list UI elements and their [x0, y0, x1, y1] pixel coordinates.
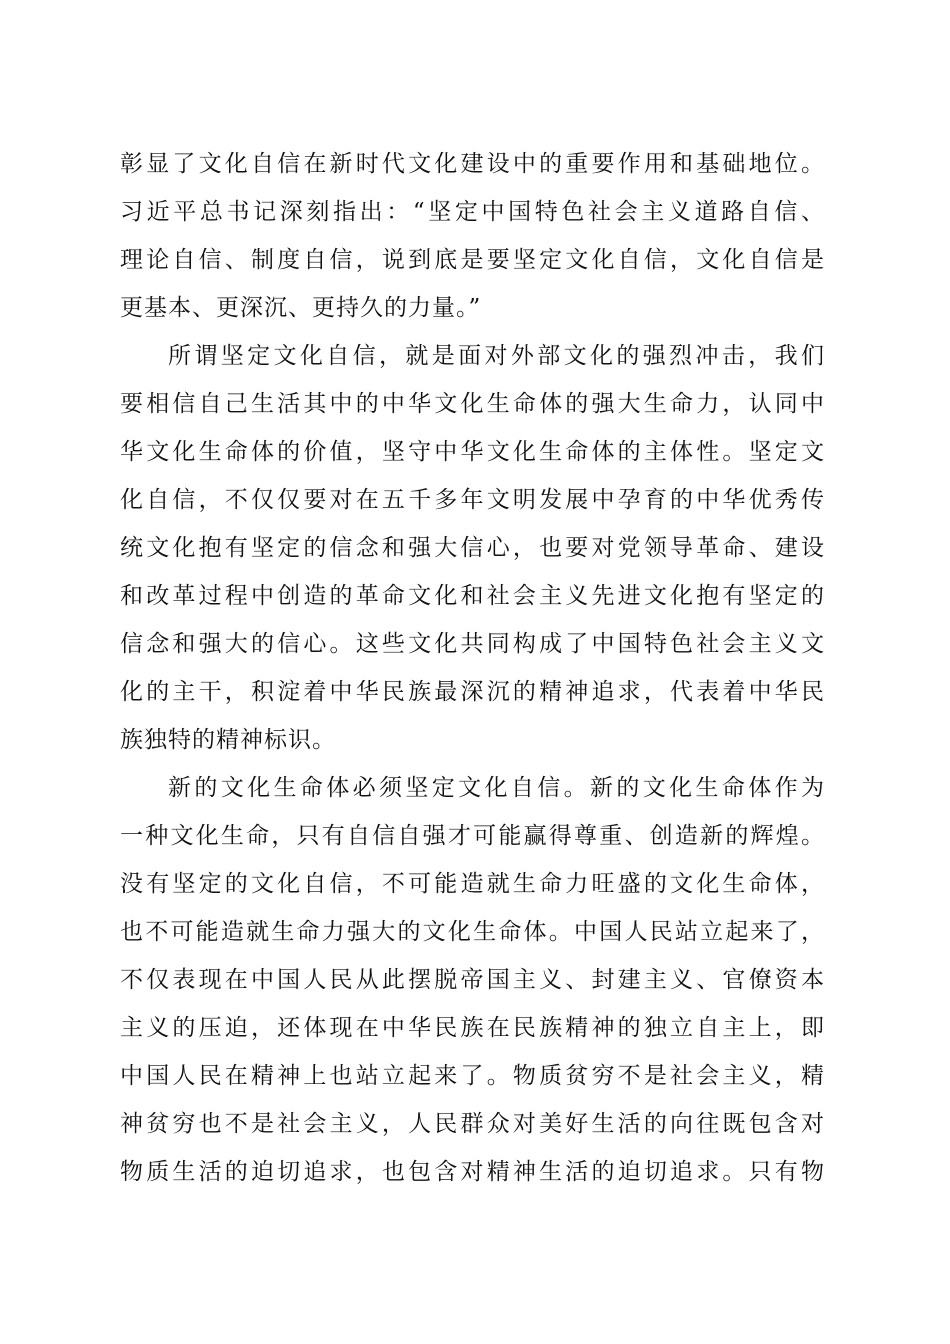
- text-line: 新的文化生命体必须坚定文化自信。新的文化生命体作为: [168, 775, 825, 801]
- text-line: 要相信自己生活其中的中华文化生命体的强大生命力，认同中: [120, 391, 825, 417]
- paragraph-1: [120, 140, 825, 332]
- text-line: 理论自信、制度自信，说到底是要坚定文化自信，文化自信是: [120, 247, 825, 273]
- text-line: 神贫穷也不是社会主义，人民群众对美好生活的向往既包含对: [120, 1111, 825, 1137]
- text-line: 华文化生命体的价值，坚守中华文化生命体的主体性。坚定文: [120, 439, 825, 465]
- text-line: 化自信，不仅仅要对在五千多年文明发展中孕育的中华优秀传: [120, 487, 825, 513]
- text-line: 更基本、更深沉、更持久的力量。”: [120, 295, 482, 321]
- text-line: 统文化抱有坚定的信念和强大信心，也要对党领导革命、建设: [120, 535, 825, 561]
- text-line: 中国人民在精神上也站立起来了。物质贫穷不是社会主义，精: [120, 1063, 825, 1089]
- text-line: 化的主干，积淀着中华民族最深沉的精神追求，代表着中华民: [120, 679, 825, 705]
- text-line: 一种文化生命，只有自信自强才可能赢得尊重、创造新的辉煌。: [120, 823, 825, 849]
- text-line: 彰显了文化自信在新时代文化建设中的重要作用和基础地位。: [120, 151, 825, 177]
- text-line: 主义的压迫，还体现在中华民族在民族精神的独立自主上，即: [120, 1015, 825, 1041]
- text-line: 物质生活的迫切追求，也包含对精神生活的迫切追求。只有物: [120, 1159, 825, 1185]
- paragraph-2: [120, 332, 825, 764]
- paragraph-3: [120, 764, 825, 1196]
- text-line: 不仅表现在中国人民从此摆脱帝国主义、封建主义、官僚资本: [120, 967, 825, 993]
- text-line: 习近平总书记深刻指出：“坚定中国特色社会主义道路自信、: [120, 199, 825, 225]
- text-line: 所谓坚定文化自信，就是面对外部文化的强烈冲击，我们: [168, 343, 825, 369]
- text-line: 信念和强大的信心。这些文化共同构成了中国特色社会主义文: [120, 631, 825, 657]
- text-line: 族独特的精神标识。: [120, 727, 336, 753]
- document-page: [120, 140, 825, 1196]
- text-line: 没有坚定的文化自信，不可能造就生命力旺盛的文化生命体，: [120, 871, 825, 897]
- text-line: 和改革过程中创造的革命文化和社会主义先进文化抱有坚定的: [120, 583, 825, 609]
- text-line: 也不可能造就生命力强大的文化生命体。中国人民站立起来了，: [120, 919, 825, 945]
